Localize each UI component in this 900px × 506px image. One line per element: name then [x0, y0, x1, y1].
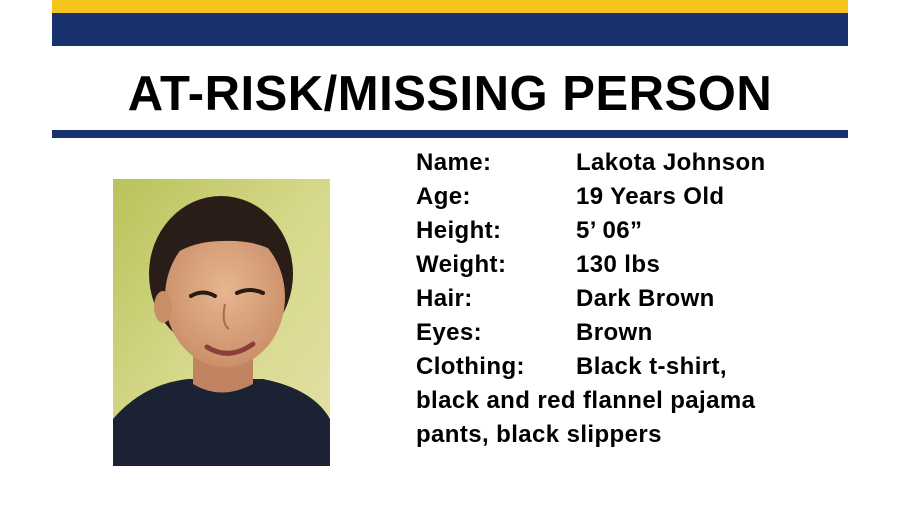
- detail-label: Clothing:: [416, 353, 525, 380]
- top-yellow-stripe: [52, 0, 848, 13]
- poster-headline: AT-RISK/MISSING PERSON: [127, 67, 773, 121]
- person-photo: [113, 179, 330, 466]
- detail-value: 5’ 06”: [576, 217, 643, 244]
- clothing-continued-line: black and red flannel pajama: [416, 387, 756, 414]
- detail-label: Hair:: [416, 285, 473, 312]
- clothing-continued-line: pants, black slippers: [416, 421, 662, 448]
- detail-row-height: [416, 214, 856, 248]
- detail-row-clothing: [416, 350, 856, 384]
- person-details: [416, 146, 856, 452]
- detail-value: Black t-shirt,: [576, 353, 727, 380]
- detail-label: Age:: [416, 183, 471, 210]
- detail-row-name: [416, 146, 856, 180]
- detail-value: 19 Years Old: [576, 183, 725, 210]
- detail-label: Height:: [416, 217, 502, 244]
- detail-row-hair: [416, 282, 856, 316]
- detail-value: 130 lbs: [576, 251, 661, 278]
- top-navy-stripe: [52, 13, 848, 46]
- detail-label: Eyes:: [416, 319, 483, 346]
- detail-label: Weight:: [416, 251, 507, 278]
- detail-row-age: [416, 180, 856, 214]
- portrait-photo-icon: [113, 179, 330, 466]
- detail-value: Dark Brown: [576, 285, 715, 312]
- detail-label: Name:: [416, 149, 492, 176]
- detail-value: Brown: [576, 319, 653, 346]
- headline-underline: [52, 130, 848, 138]
- detail-row-weight: [416, 248, 856, 282]
- detail-row-eyes: [416, 316, 856, 350]
- detail-value: Lakota Johnson: [576, 149, 766, 176]
